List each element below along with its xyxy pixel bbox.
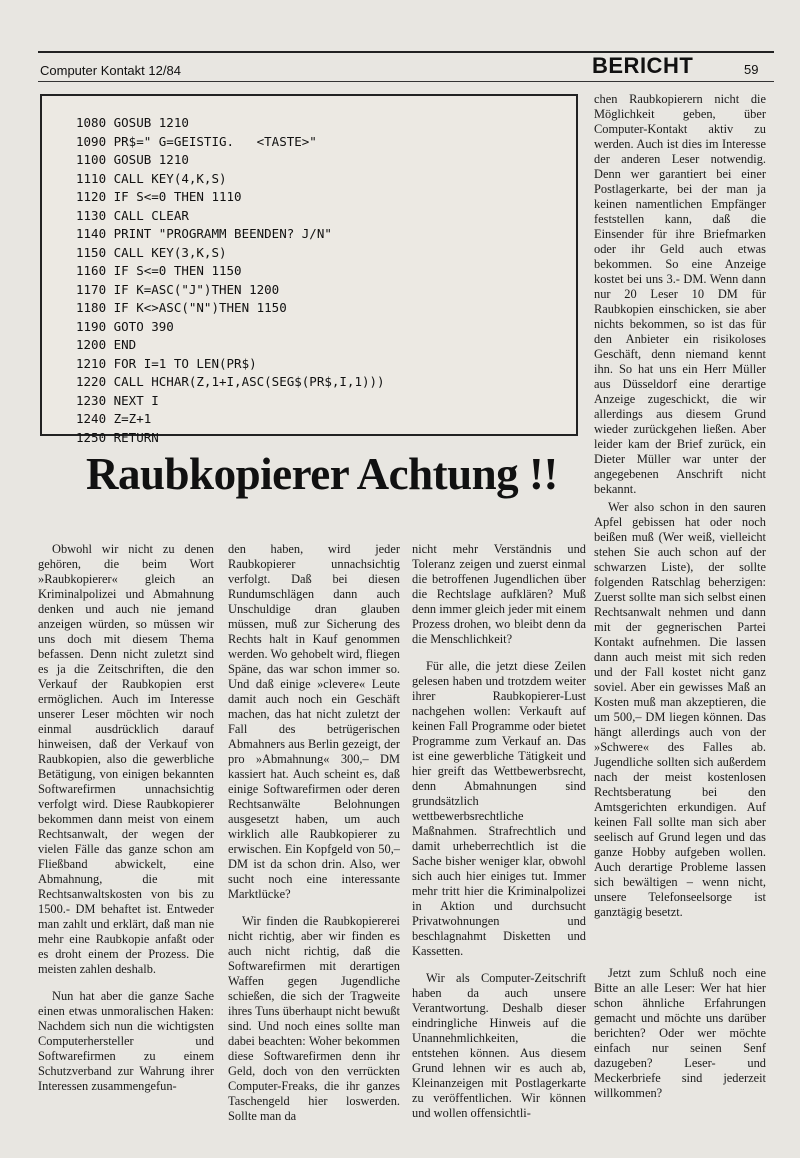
magazine-issue: Computer Kontakt 12/84	[40, 63, 181, 78]
paragraph: Wir als Computer-Zeitschrift haben da auch unsere Verantwortung. Deshalb dieser eindringliche Hinweis auf die Unannehmlichkeiten, die entstehen können. Aus diesem Grund lehnen wir es auch ab, Kleinanzeigen mit Postlagerkarte zu veröffentlichen. Wir können und wollen offensichtli-	[412, 971, 586, 1120]
code-line: 1100 GOSUB 1210	[76, 152, 189, 167]
code-line: 1240 Z=Z+1	[76, 411, 152, 426]
code-line: 1230 NEXT I	[76, 392, 159, 408]
paragraph: den haben, wird jeder Raubkopierer unnachsichtig verfolgt. Daß bei diesen Rundumschlägen dann auch Unschuldige dran glauben müssen, muß zur Sicherung des Rechts halt in Kauf genommen werden. Wo gehobelt wird, fliegen Späne, das war schon immer so. Und daß einige »clevere« Leute damit auch noch ein Geschäft machen, das hat nicht zuletzt der Fall des betrügerischen Abmahners aus Berlin gezeigt, der pro »Abmahnung« 300,– DM kassiert hat. Auch scheint es, daß einige Softwarefirmen oder deren Rechtsanwälte Belohnungen ausgesetzt haben, um auch wirklich alle Raubkopierer zu erwischen. Ein Kopfgeld von 50,– DM ist da schon drin. Also, wer sucht noch eine interessante Marktlücke?	[228, 542, 400, 901]
code-line: 1220 CALL HCHAR(Z,1+I,ASC(SEG$(PR$,I,1)))	[76, 374, 385, 389]
article-column-4-top	[594, 92, 766, 509]
code-listing	[76, 114, 385, 447]
page-number: 59	[744, 62, 759, 77]
code-line: 1200 END	[76, 337, 137, 352]
paragraph: Wer also schon in den sauren Apfel gebissen hat oder noch beißen muß (Wer weiß, vielleicht stehen Sie auch schon auf der schwarzen Liste), der sollte folgenden Ratschlag beherzigen: Zuerst sollte man sich selbst einen Rechtsanwalt nehmen und dann mit der gegnerischen Partei Kontakt aufnehmen. Die lassen dann auch meist mit sich reden und der Fall kostet nicht ganz soviel. Aber ein gewisses Maß an Kosten muß man akzeptieren, die um 500,– DM liegen können. Das hängt allerdings auch von der »Schwere« des Falles ab. Jugendliche sollten sich außerdem nach der meist kostenlosen Rechtsberatung bei den Amtsgerichten erkundigen. Auf keinen Fall sollte man sich aber seelisch auf Grund legen und das ganze Hobby aufgeben wollen. Auch derartige Probleme lassen sich bewältigen – wenn nicht, unsere Telefonseelsorge ist ganztägig besetzt.	[594, 500, 766, 919]
code-listing-box	[40, 94, 578, 445]
paragraph: Obwohl wir nicht zu denen gehören, die beim Wort »Raubkopierer« gleich an Kriminalpolizei und Abmahnung denken und auch nie jemand anzeigen würden, so müssen wir uns doch mit diesem Thema befassen. Denn nicht zuletzt sind es ja die Zeitschriften, die den Verkauf der Raubkopien erst ermöglichen. Auch im Interesse unserer Leser möchten wir noch einmal ausdrücklich darauf hinweisen, daß der Verkauf von Raubkopien, also die gewerbliche Betätigung, von einigen bekannten Softwarefirmen unnachsichtig verfolgt wird. Diese Raubkopierer bekommen dann meist von einem Rechtsanwalt, der wegen der vielen Fälle das ganze schon am Fließband abwickelt, eine Abmahnung, die mit Rechtsanwaltskosten von bis zu 1500.- DM behaftet ist. Entweder man zahlt und erklärt, daß man nie mehr eine Raubkopie anfaßt oder es droht einem der Prozess. Die meisten zahlen deshalb.	[38, 542, 214, 976]
code-line: 1140 PRINT "PROGRAMM BEENDEN? J/N"	[76, 226, 332, 241]
section-title: BERICHT	[592, 53, 694, 78]
code-line: 1080 GOSUB 1210	[76, 115, 189, 130]
code-line: 1160 IF S<=0 THEN 1150	[76, 263, 242, 278]
article-column-3	[412, 542, 586, 1133]
code-line: 1120 IF S<=0 THEN 1110	[76, 189, 242, 204]
paragraph: nicht mehr Verständnis und Toleranz zeigen und zuerst einmal die betroffenen Jugendlichen über die Rechtslage aufklären? Muß denn immer gleich jeder mit einem Prozess drohen, wo bleibt denn da die Menschlichkeit?	[412, 542, 586, 646]
code-line: 1250 RETURN	[76, 429, 159, 445]
header-rule	[38, 81, 774, 82]
code-line: 1210 FOR I=1 TO LEN(PR$)	[76, 355, 257, 371]
code-line: 1190 GOTO 390	[76, 318, 174, 334]
code-line: 1180 IF K<>ASC("N")THEN 1150	[76, 300, 287, 315]
paragraph: Für alle, die jetzt diese Zeilen gelesen haben und trotzdem weiter ihrer Raubkopierer-Lust nachgehen wollen: Verkauft auf keinen Fall Programme oder bietet Programme zum Verkauf an. Das ist eine gewerbliche Tätigkeit und hier greift das Wettbewerbsrecht, denn Abmahnungen sind grundsätzlich wettbewerbsrechtliche Maßnahmen. Strafrechtlich und damit urheberrechtlich ist die Sache bisher weniger klar, obwohl sich auch hier einiges tut. Immer mehr tritt hier die Kriminalpolizei in Aktion und durchsucht Privatwohnungen und beschlagnahmt Disketten und Kassetten.	[412, 659, 586, 958]
paragraph: Jetzt zum Schluß noch eine Bitte an alle Leser: Wer hat hier schon ähnliche Erfahrungen gemacht und möchte uns darüber berichten? Oder wer möchte einfach nur seinen Senf dazugeben? Leser- und Meckerbriefe sind jederzeit willkommen?	[594, 966, 766, 1100]
code-line: 1090 PR$=" G=GEISTIG. <TASTE>"	[76, 133, 317, 149]
paragraph: Nun hat aber die ganze Sache einen etwas unmoralischen Haken: Nachdem sich nun die wichtigsten Computerhersteller und Softwarefirmen zu einem Schutzverband zur Wahrung ihrer Interessen zusammengefun-	[38, 989, 214, 1093]
code-line: 1150 CALL KEY(3,K,S)	[76, 244, 227, 260]
article-column-4-bottom	[594, 966, 766, 1113]
paragraph: Wir finden die Raubkopiererei nicht richtig, aber wir finden es auch nicht richtig, daß die Softwarefirmen mit derartigen Waffen gegen Jugendliche schießen, die sich der Tragweite ihres Tuns überhaupt nicht bewußt sind. Und noch eines sollte man dabei beachten: Woher bekommen diese Softwarefirmen denn ihr Geld, doch von den verrückten Computer-Freaks, die ihr ganzes Taschengeld hier loswerden. Sollte man da	[228, 914, 400, 1123]
paragraph: chen Raubkopierern nicht die Möglichkeit geben, über Computer-Kontakt aktiv zu werden. Auch ist dies im Interesse der anderen Leser notwendig. Denn wer garantiert bei einer Postlagerkarte, bei der man ja keinen namentlichen Empfänger feststellen kann, daß die Einsender für ihre Briefmarken oder ihr Geld auch etwas bekommen. So eine Anzeige kostet bei uns 3.- DM. Wenn dann nur 20 Leser 10 DM für Raubkopien einschicken, sie aber nichts bekommen, so ist das für den Anbieter ein risikoloses Geschäft, denn niemand kennt ihn. So hat uns ein Herr Müller aus Düsseldorf eine derartige Anzeige zugeschickt, die wir allerdings aus diesem Grund wieder zurückgehen ließen. Aber leider kam der Brief zurück, ein Dieter Müller war unter der angegebenen Anschrift nicht bekannt.	[594, 92, 766, 496]
article-column-4-middle	[594, 500, 766, 932]
article-headline: Raubkopierer Achtung !!	[86, 449, 558, 499]
code-line: 1130 CALL CLEAR	[76, 207, 189, 223]
article-column-2	[228, 542, 400, 1136]
code-line: 1170 IF K=ASC("J")THEN 1200	[76, 281, 280, 297]
article-column-1	[38, 542, 214, 1106]
code-line: 1110 CALL KEY(4,K,S)	[76, 170, 227, 186]
